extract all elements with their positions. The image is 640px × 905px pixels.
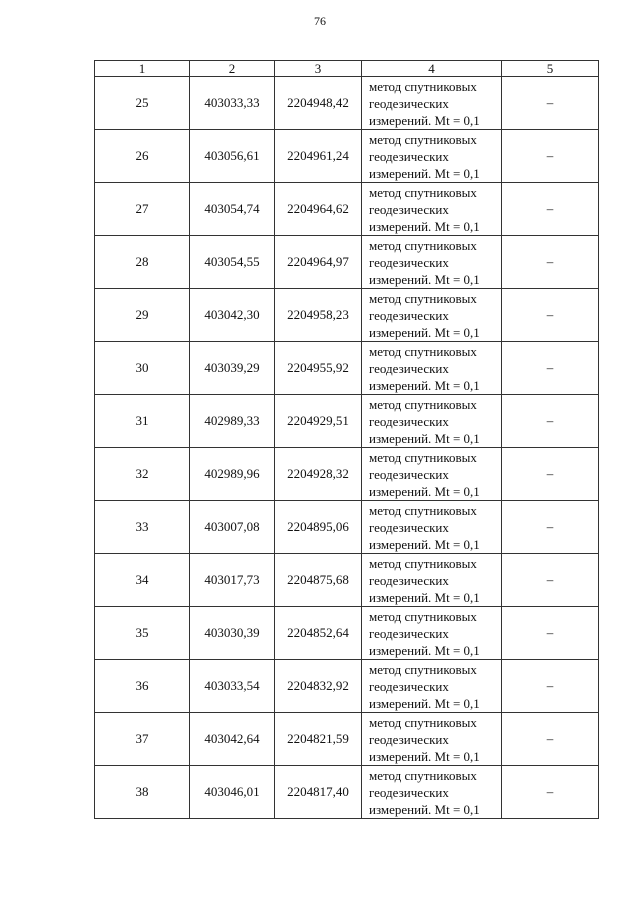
x-coordinate-cell: 403039,29 xyxy=(190,342,275,395)
table-row xyxy=(95,554,599,607)
method-line: измерений. Mt = 0,1 xyxy=(369,801,480,817)
method-line: метод спутниковых xyxy=(369,767,477,783)
method-line: измерений. Mt = 0,1 xyxy=(369,165,480,181)
note-cell: – xyxy=(502,236,599,289)
x-coordinate-cell: 403007,08 xyxy=(190,501,275,554)
method-line: метод спутниковых xyxy=(369,78,477,94)
point-number-cell: 25 xyxy=(95,77,190,130)
method-line: метод спутниковых xyxy=(369,396,477,412)
x-coordinate-cell: 403046,01 xyxy=(190,766,275,819)
method-line: метод спутниковых xyxy=(369,343,477,359)
method-line: измерений. Mt = 0,1 xyxy=(369,695,480,711)
method-cell xyxy=(362,236,502,289)
method-line: метод спутниковых xyxy=(369,290,477,306)
y-coordinate-cell: 2204875,68 xyxy=(275,554,362,607)
method-line: геодезических xyxy=(369,519,449,535)
table-row xyxy=(95,395,599,448)
method-line: геодезических xyxy=(369,201,449,217)
x-coordinate-cell: 402989,96 xyxy=(190,448,275,501)
method-line: геодезических xyxy=(369,413,449,429)
note-cell: – xyxy=(502,766,599,819)
point-number-cell: 32 xyxy=(95,448,190,501)
method-line: измерений. Mt = 0,1 xyxy=(369,218,480,234)
y-coordinate-cell: 2204964,62 xyxy=(275,183,362,236)
table-header-row xyxy=(95,61,599,77)
method-cell xyxy=(362,183,502,236)
point-number-cell: 30 xyxy=(95,342,190,395)
x-coordinate-cell: 403033,33 xyxy=(190,77,275,130)
method-line: метод спутниковых xyxy=(369,502,477,518)
method-line: измерений. Mt = 0,1 xyxy=(369,112,480,128)
method-cell xyxy=(362,77,502,130)
note-cell: – xyxy=(502,554,599,607)
note-cell: – xyxy=(502,289,599,342)
point-number-cell: 35 xyxy=(95,607,190,660)
method-line: геодезических xyxy=(369,572,449,588)
method-line: геодезических xyxy=(369,731,449,747)
x-coordinate-cell: 403030,39 xyxy=(190,607,275,660)
method-line: метод спутниковых xyxy=(369,661,477,677)
method-cell xyxy=(362,713,502,766)
coordinates-table xyxy=(94,60,599,819)
x-coordinate-cell: 403017,73 xyxy=(190,554,275,607)
method-line: геодезических xyxy=(369,625,449,641)
method-line: измерений. Mt = 0,1 xyxy=(369,483,480,499)
x-coordinate-cell: 403042,30 xyxy=(190,289,275,342)
method-line: метод спутниковых xyxy=(369,714,477,730)
point-number-cell: 26 xyxy=(95,130,190,183)
table-row xyxy=(95,713,599,766)
method-cell xyxy=(362,501,502,554)
table-row xyxy=(95,183,599,236)
y-coordinate-cell: 2204817,40 xyxy=(275,766,362,819)
point-number-cell: 27 xyxy=(95,183,190,236)
y-coordinate-cell: 2204928,32 xyxy=(275,448,362,501)
method-line: измерений. Mt = 0,1 xyxy=(369,377,480,393)
method-cell xyxy=(362,130,502,183)
x-coordinate-cell: 403054,74 xyxy=(190,183,275,236)
method-line: измерений. Mt = 0,1 xyxy=(369,536,480,552)
x-coordinate-cell: 403054,55 xyxy=(190,236,275,289)
method-cell xyxy=(362,289,502,342)
method-line: геодезических xyxy=(369,678,449,694)
x-coordinate-cell: 402989,33 xyxy=(190,395,275,448)
x-coordinate-cell: 403056,61 xyxy=(190,130,275,183)
method-cell xyxy=(362,660,502,713)
note-cell: – xyxy=(502,660,599,713)
method-line: метод спутниковых xyxy=(369,608,477,624)
column-header: 3 xyxy=(275,61,362,77)
point-number-cell: 28 xyxy=(95,236,190,289)
note-cell: – xyxy=(502,77,599,130)
y-coordinate-cell: 2204961,24 xyxy=(275,130,362,183)
y-coordinate-cell: 2204929,51 xyxy=(275,395,362,448)
point-number-cell: 33 xyxy=(95,501,190,554)
table-row xyxy=(95,448,599,501)
table-row xyxy=(95,766,599,819)
note-cell: – xyxy=(502,395,599,448)
note-cell: – xyxy=(502,448,599,501)
y-coordinate-cell: 2204964,97 xyxy=(275,236,362,289)
y-coordinate-cell: 2204852,64 xyxy=(275,607,362,660)
method-line: измерений. Mt = 0,1 xyxy=(369,589,480,605)
column-header: 1 xyxy=(95,61,190,77)
y-coordinate-cell: 2204821,59 xyxy=(275,713,362,766)
column-header: 2 xyxy=(190,61,275,77)
method-line: измерений. Mt = 0,1 xyxy=(369,324,480,340)
method-cell xyxy=(362,395,502,448)
method-line: геодезических xyxy=(369,148,449,164)
note-cell: – xyxy=(502,183,599,236)
method-line: метод спутниковых xyxy=(369,237,477,253)
table-row xyxy=(95,130,599,183)
method-line: геодезических xyxy=(369,466,449,482)
method-line: геодезических xyxy=(369,95,449,111)
note-cell: – xyxy=(502,607,599,660)
y-coordinate-cell: 2204948,42 xyxy=(275,77,362,130)
x-coordinate-cell: 403042,64 xyxy=(190,713,275,766)
table-row xyxy=(95,660,599,713)
column-header: 4 xyxy=(362,61,502,77)
x-coordinate-cell: 403033,54 xyxy=(190,660,275,713)
point-number-cell: 34 xyxy=(95,554,190,607)
point-number-cell: 37 xyxy=(95,713,190,766)
method-line: измерений. Mt = 0,1 xyxy=(369,642,480,658)
method-cell xyxy=(362,766,502,819)
method-line: геодезических xyxy=(369,254,449,270)
y-coordinate-cell: 2204955,92 xyxy=(275,342,362,395)
method-cell xyxy=(362,342,502,395)
page-number: 76 xyxy=(314,14,326,28)
y-coordinate-cell: 2204832,92 xyxy=(275,660,362,713)
table-row xyxy=(95,607,599,660)
method-line: метод спутниковых xyxy=(369,449,477,465)
method-line: измерений. Mt = 0,1 xyxy=(369,271,480,287)
note-cell: – xyxy=(502,501,599,554)
method-cell xyxy=(362,448,502,501)
point-number-cell: 36 xyxy=(95,660,190,713)
table-row xyxy=(95,342,599,395)
table-row xyxy=(95,289,599,342)
note-cell: – xyxy=(502,713,599,766)
method-line: измерений. Mt = 0,1 xyxy=(369,430,480,446)
y-coordinate-cell: 2204958,23 xyxy=(275,289,362,342)
point-number-cell: 31 xyxy=(95,395,190,448)
method-line: измерений. Mt = 0,1 xyxy=(369,748,480,764)
column-header: 5 xyxy=(502,61,599,77)
method-line: геодезических xyxy=(369,360,449,376)
method-line: геодезических xyxy=(369,307,449,323)
y-coordinate-cell: 2204895,06 xyxy=(275,501,362,554)
method-line: метод спутниковых xyxy=(369,555,477,571)
note-cell: – xyxy=(502,342,599,395)
note-cell: – xyxy=(502,130,599,183)
point-number-cell: 29 xyxy=(95,289,190,342)
method-line: геодезических xyxy=(369,784,449,800)
table-body xyxy=(95,77,599,819)
table-row xyxy=(95,77,599,130)
method-line: метод спутниковых xyxy=(369,184,477,200)
table-row xyxy=(95,501,599,554)
method-cell xyxy=(362,554,502,607)
point-number-cell: 38 xyxy=(95,766,190,819)
method-line: метод спутниковых xyxy=(369,131,477,147)
method-cell xyxy=(362,607,502,660)
table-row xyxy=(95,236,599,289)
